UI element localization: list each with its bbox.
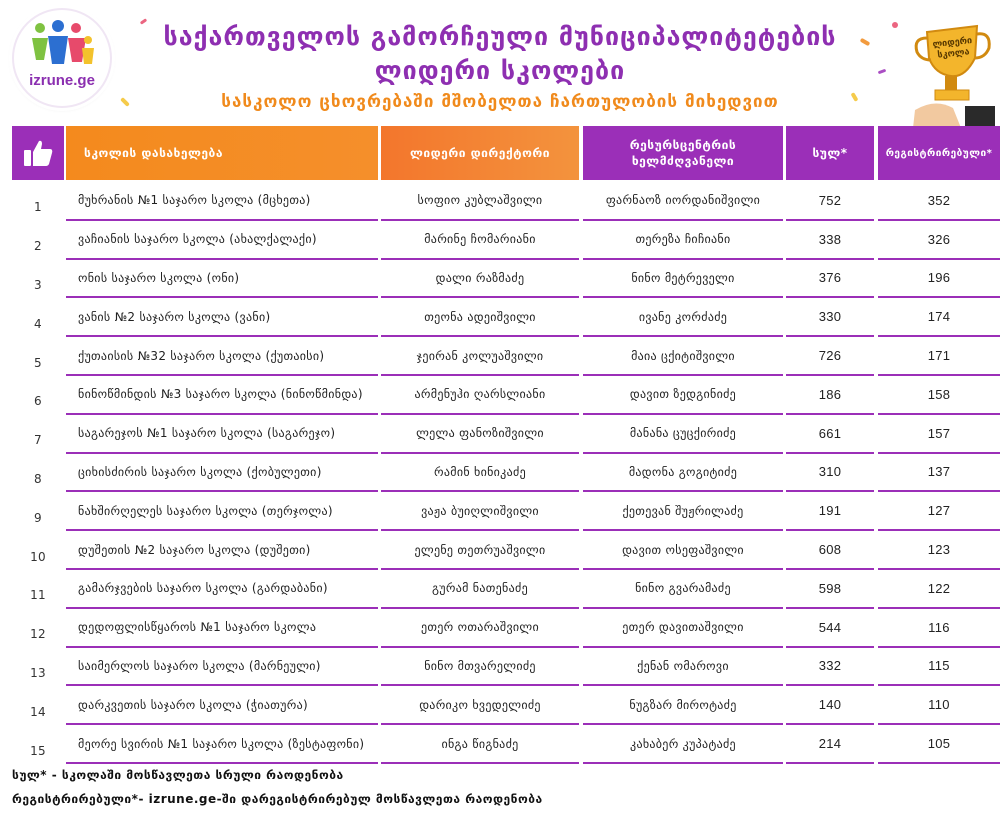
header-resource-line1: რესურსცენტრის: [629, 138, 737, 152]
registered-count: 137: [927, 464, 951, 480]
director-name: დალი რაზმაძე: [435, 270, 525, 285]
table-row: [0, 686, 1000, 725]
registered-count: 352: [927, 192, 951, 208]
row-number: 10: [30, 549, 46, 564]
header-director: ლიდერი დირექტორი: [381, 126, 579, 180]
school-name: ვანის №2 საჯარო სკოლა (ვანი): [78, 309, 271, 324]
resource-head: ფარნაოზ იორდანიშვილი: [605, 193, 761, 208]
director-name: გურამ ნათენაძე: [432, 581, 528, 596]
table-row: [0, 570, 1000, 609]
total-count: 332: [818, 658, 842, 674]
director-name: ვაჟა ბუიღლიშვილი: [421, 503, 539, 518]
logo-text: izrune.ge: [29, 72, 95, 89]
school-name: ციხისძირის საჯარო სკოლა (ქობულეთი): [78, 464, 322, 479]
row-divider: [583, 762, 783, 764]
director-name: მარინე ჩომარიანი: [424, 232, 536, 247]
row-number: 9: [34, 510, 42, 525]
resource-head: ქენან ომაროვი: [637, 658, 729, 673]
table-row: [0, 609, 1000, 648]
school-name: ნინოწმინდის №3 საჯარო სკოლა (ნინოწმინდა): [78, 387, 363, 402]
director-name: დარიკო ხვედელიძე: [419, 697, 541, 712]
total-count: 140: [818, 697, 842, 713]
table-row: [0, 260, 1000, 299]
total-count: 726: [818, 348, 842, 364]
row-number: 7: [34, 433, 42, 448]
registered-count: 122: [927, 580, 951, 596]
director-name: ნინო მთვარელიძე: [424, 658, 536, 673]
table-row: [0, 182, 1000, 221]
table-row: [0, 725, 1000, 764]
school-name: დედოფლისწყაროს №1 საჯარო სკოლა: [78, 620, 317, 635]
row-number: 4: [34, 316, 42, 331]
row-divider: [878, 762, 1000, 764]
registered-count: 127: [927, 503, 951, 519]
row-number: 8: [34, 471, 42, 486]
resource-head: ეთერ დავითაშვილი: [622, 620, 744, 635]
resource-head: მანანა ცუცქირიძე: [629, 426, 737, 441]
table-row: [0, 492, 1000, 531]
school-name: მეორე სვირის №1 საჯარო სკოლა (ზესტაფონი): [78, 736, 365, 751]
table-row: [0, 454, 1000, 493]
total-count: 191: [818, 503, 842, 519]
school-name: ონის საჯარო სკოლა (ონი): [78, 270, 240, 285]
row-number: 5: [34, 355, 42, 370]
registered-count: 116: [928, 619, 950, 635]
resource-head: მაია ცქიტიშვილი: [631, 348, 735, 363]
header-registered: რეგისტრირებული*: [878, 126, 1000, 180]
header-total: სულ*: [786, 126, 874, 180]
row-divider: [381, 762, 579, 764]
table-row: [0, 531, 1000, 570]
row-number: 15: [30, 743, 46, 758]
table-row: [0, 337, 1000, 376]
school-name: დუშეთის №2 საჯარო სკოლა (დუშეთი): [78, 542, 311, 557]
registered-count: 157: [927, 425, 951, 441]
footnote-registered: რეგისტრირებული*- izrune.ge-ში დარეგისტრირებულ მოსწავლეთა რაოდენობა: [12, 792, 543, 806]
resource-head: მადონა გოგიტიძე: [628, 464, 738, 479]
director-name: ლელა ფანოზიშვილი: [416, 426, 544, 441]
row-number: 6: [34, 394, 42, 409]
trophy-icon: [905, 18, 995, 128]
school-name: საგარეჯოს №1 საჯარო სკოლა (საგარეჯო): [78, 426, 336, 441]
header-resource-line2: ხელმძღვანელი: [631, 154, 735, 168]
school-name: დარკვეთის საჯარო სკოლა (ჭიათურა): [78, 697, 308, 712]
row-number: 13: [30, 665, 46, 680]
row-divider: [786, 762, 874, 764]
row-number: 12: [30, 627, 46, 642]
registered-count: 171: [927, 348, 951, 364]
resource-head: დავით ოსეფაშვილი: [622, 542, 744, 557]
total-count: 608: [818, 542, 842, 558]
thumbs-up-icon: [12, 126, 64, 180]
total-count: 544: [818, 619, 842, 635]
school-name: ნახშირღელეს საჯარო სკოლა (თერჯოლა): [78, 503, 333, 518]
header-resource: [583, 126, 783, 180]
director-name: ჯეირან კოლუაშვილი: [416, 348, 544, 363]
resource-head: თერეზა ჩიჩიანი: [635, 232, 731, 247]
total-count: 214: [818, 736, 842, 752]
row-number: 1: [34, 200, 42, 215]
resource-head: ნინო გვარამაძე: [635, 581, 731, 596]
total-count: 661: [818, 425, 842, 441]
total-count: 752: [818, 192, 842, 208]
total-count: 186: [818, 386, 842, 402]
total-count: 330: [818, 309, 842, 325]
director-name: არმენუჰი ღარსლიანი: [414, 387, 546, 402]
row-number: 2: [34, 239, 42, 254]
registered-count: 115: [928, 658, 950, 674]
resource-head: დავით ზედგინიძე: [629, 387, 737, 402]
director-name: ელენე თეთრუაშვილი: [414, 542, 546, 557]
registered-count: 105: [927, 736, 951, 752]
total-count: 376: [818, 270, 842, 286]
director-name: ეთერ ოთარაშვილი: [420, 620, 539, 635]
page-title-line2: ლიდერი სკოლები: [374, 56, 626, 85]
school-name: საიმერლოს საჯარო სკოლა (მარნეული): [78, 658, 321, 673]
resource-head: ქეთევან შუჟრილაძე: [622, 503, 744, 518]
registered-count: 110: [928, 697, 950, 713]
director-name: ინგა წიგნაძე: [441, 736, 519, 751]
total-count: 598: [818, 580, 842, 596]
row-number: 11: [30, 588, 46, 603]
footnote-total: სულ* - სკოლაში მოსწავლეთა სრული რაოდენობა: [12, 768, 344, 782]
registered-count: 326: [927, 231, 951, 247]
table-header: [0, 126, 1000, 180]
table-row: [0, 376, 1000, 415]
table-row: [0, 415, 1000, 454]
registered-count: 123: [927, 542, 951, 558]
page-title: საქართველოს გამორჩეული მუნიციპალიტეტების: [163, 22, 837, 51]
resource-head: ივანე კორძაძე: [638, 309, 728, 324]
school-name: მუხრანის №1 საჯარო სკოლა (მცხეთა): [78, 193, 311, 208]
director-name: თეონა ადეიშვილი: [424, 309, 536, 324]
total-count: 310: [818, 464, 842, 480]
director-name: რამინ ხინიკაძე: [434, 464, 526, 479]
row-number: 14: [30, 704, 46, 719]
resource-head: ნუგზარ მიროტაძე: [629, 697, 737, 712]
director-name: სოფიო კუბლაშვილი: [417, 193, 543, 208]
page-subtitle: სასკოლო ცხოვრებაში მშობელთა ჩართულობის მიხედვით: [221, 92, 779, 112]
table-row: [0, 648, 1000, 687]
resource-head: ნინო მეტრეველი: [631, 270, 735, 285]
table-row: [0, 221, 1000, 260]
registered-count: 196: [927, 270, 951, 286]
school-name: ქუთაისის №32 საჯარო სკოლა (ქუთაისი): [78, 348, 325, 363]
registered-count: 158: [927, 386, 951, 402]
trophy-label: ლიდერი სკოლა: [932, 35, 973, 61]
school-name: ვაჩიანის საჯარო სკოლა (ახალქალაქი): [78, 232, 317, 247]
total-count: 338: [818, 231, 842, 247]
header-school: სკოლის დასახელება: [66, 126, 378, 180]
resource-head: კახაბერ კუპატაძე: [630, 736, 736, 751]
registered-count: 174: [927, 309, 951, 325]
school-name: გამარჯვების საჯარო სკოლა (გარდაბანი): [78, 581, 328, 596]
row-number: 3: [34, 277, 42, 292]
table-row: [0, 298, 1000, 337]
row-divider: [66, 762, 378, 764]
